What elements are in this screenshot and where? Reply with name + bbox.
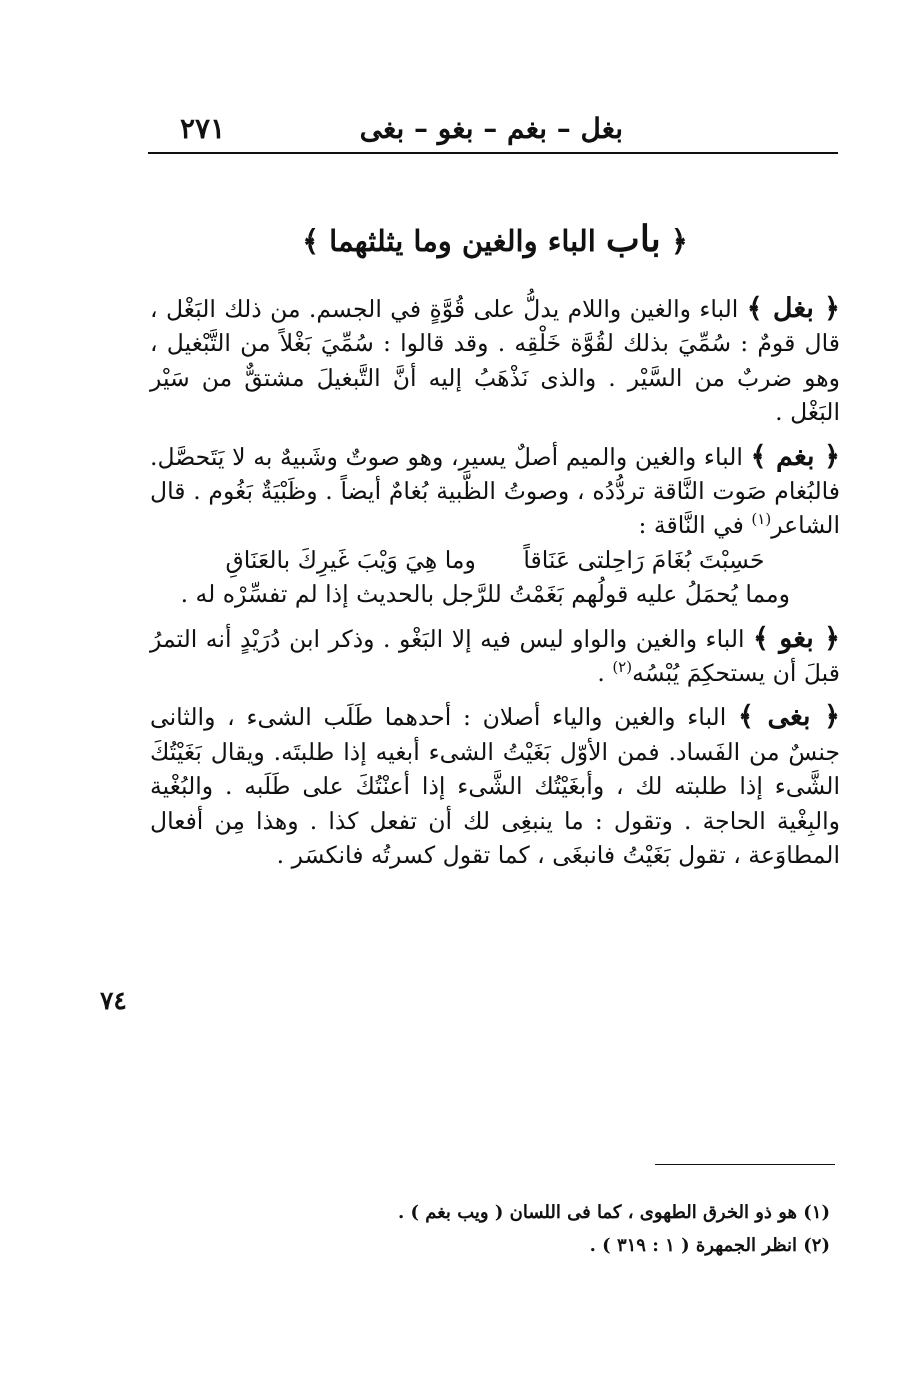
entry-text-baghl: الباء والغين واللام يدلُّ على قُوَّةٍ في الجسم. من ذلك البَغْل ، قال قومٌ : سُمِّيَ بذلك لقُوَّة خَلْقِه . وقد قالوا : سُمِّيَ بَغْلاً من التَّبْغيل ، وهو ضربٌ من السَّيْر . والذى نَذْهَبُ إليه أنَّ التَّبغيلَ مشتقٌّ من سَيْر البَغْل . [150,295,840,427]
header-rule [148,152,838,154]
running-title: بغل – بغم – بغو – بغى [359,112,623,145]
entry-text-baghw: الباء والغين والواو ليس فيه إلا البَغْو . وذكر ابن دُرَيْدٍ أنه التمرُ قبلَ أن يستحكِمَ يُبْسُه [150,624,840,688]
verse-first-hemistich: حَسِبْتَ بُغَامَ رَاحِلتى عَنَاقاً [523,545,765,574]
entry-text-bagham-cont: في النَّاقة : [638,511,744,540]
chapter-title [150,218,840,260]
footnote-ref-2: (٢) [612,658,633,677]
entry-text-baghw-end: . [597,659,605,688]
chapter-bracket-close: ﴾ [302,224,320,258]
entry-text-baghy: الباء والغين والياء أصلان : أحدهما طَلَب الشىء ، والثانى جنسٌ من الفَساد. فمن الأوّل بَغَيْتُ الشىء أبغيه إذا طلبتَه. ويقال بَغَيْتُكَ الشَّىء إذا طلبته لك ، وأبغَيْتُك الشَّىء إذا أعنْتُكَ على طَلَبه . والبُغْية والبِغْية الحاجة . وتقول : ما ينبغِى لك أن تفعل كذا . وهذا مِن أفعال المطاوَعة ، تقول بَغَيْتُ فانبغَى ، كما تقول كسرتُه فانكسَر . [150,703,840,870]
entry-text-bagham-after-verse: ومما يُحمَلُ عليه قولُهم بَغَمْتُ للرَّجل بالحديث إذا لم تفسِّرْه له . [180,580,790,609]
footnote-rule [655,1164,835,1165]
page-header [148,112,838,152]
entry-bagham [150,440,840,543]
headword-baghl: ﴿ بغل ﴾ [746,293,840,324]
entry-baghl [150,292,840,430]
footnotes [148,1196,838,1262]
entry-text-bagham: الباء والغين والميم أصلٌ يسير، وهو صوتٌ وشَبيهٌ به لا يَتَحصَّل. فالبُغام صَوت النَّاقة تردُّدُه ، وصوتُ الظَّبية بُغامٌ أيضاً . وظَبْيَةٌ بَغُوم . قال الشاعر [150,442,840,540]
entry-baghw [150,622,840,691]
footnote-ref-1: (١) [751,510,772,529]
footnote-1: (١) هو ذو الخرق الطهوى ، كما فى اللسان ( ويب بغم ) . [397,1202,830,1223]
poetry-verse [150,543,840,577]
chapter-word-bab: باب [605,218,661,260]
footnote-2: (٢) انظر الجمهرة ( ١ : ٣١٩ ) . [589,1235,830,1256]
verse-second-hemistich: وما هِيَ وَيْبَ غَيرِكَ بالعَنَاقِ [225,545,476,574]
headword-baghy: ﴿ بغى ﴾ [737,701,840,733]
chapter-bracket-open: ﴿ [670,224,688,258]
chapter-title-rest: الباء والغين وما يثلثهما [329,224,596,258]
entry-baghy [150,700,840,872]
margin-number: ٧٤ [100,986,127,1015]
page-number: ٢٧١ [180,112,226,145]
headword-baghw: ﴿ بغو ﴾ [753,622,840,654]
headword-bagham: ﴿ بغم ﴾ [750,440,840,472]
main-text [150,292,840,873]
